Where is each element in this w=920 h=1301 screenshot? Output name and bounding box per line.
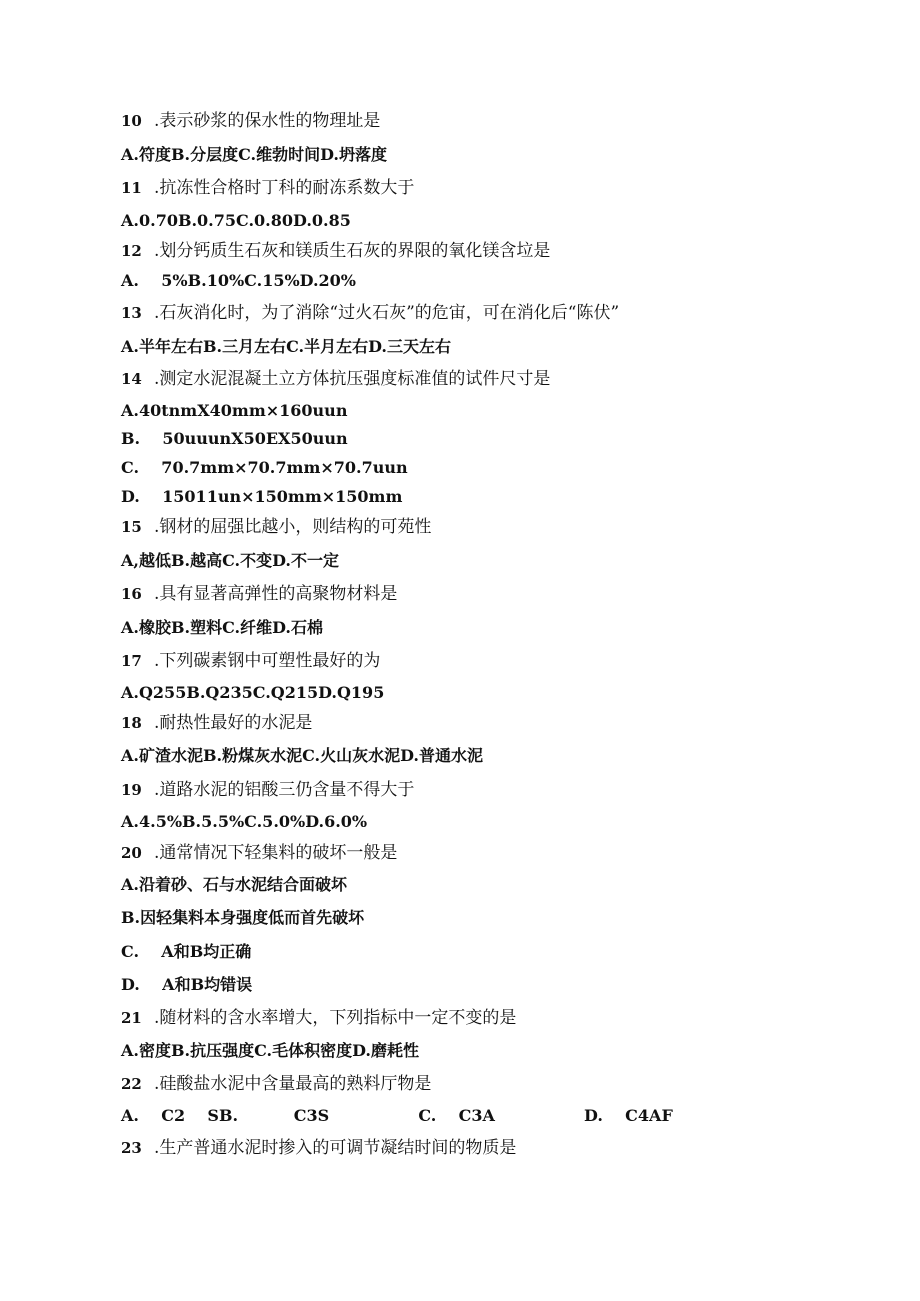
- question-19: [121, 782, 414, 799]
- option-line: A.密度B.抗压强度C.毛体积密度D.磨耗性: [121, 1041, 419, 1060]
- option-line: A.4.5%B.5.5%C.5.0%D.6.0%: [121, 812, 368, 831]
- question-text: .石灰消化时，为了消除“过火石灰”的危宙，可在消化后“陈伏”: [154, 303, 620, 323]
- option-line: A.橡胶B.塑料C.纤维D.石棉: [121, 618, 323, 637]
- question-number: 22: [121, 1075, 142, 1093]
- question-number: 23: [121, 1139, 142, 1157]
- question-text: .测定水泥混凝土立方体抗压强度标准值的试件尺寸是: [154, 369, 551, 389]
- question-18: [121, 715, 312, 732]
- question-number: 16: [121, 585, 142, 603]
- question-text: .划分钙质生石灰和镁质生石灰的界限的氧化镁含垃是: [154, 241, 551, 261]
- question-number: 12: [121, 242, 142, 260]
- question-number: 11: [121, 179, 142, 197]
- question-text: .钢材的屈强比越小，则结构的可苑性: [154, 517, 432, 537]
- question-text: .道路水泥的铝酸三仍含量不得大于: [154, 780, 415, 800]
- question-21: [121, 1010, 516, 1027]
- question-number: 14: [121, 370, 142, 388]
- question-number: 10: [121, 112, 142, 130]
- question-number: 21: [121, 1009, 142, 1027]
- option-line: A.半年左右B.三月左右C.半月左右D.三天左右: [121, 337, 451, 356]
- question-number: 19: [121, 781, 142, 799]
- question-text: .随材料的含水率增大，下列指标中一定不变的是: [154, 1008, 517, 1028]
- question-14: [121, 371, 550, 388]
- question-15: [121, 519, 431, 536]
- option-line: A.矿渣水泥B.粉煤灰水泥C.火山灰水泥D.普通水泥: [121, 746, 483, 765]
- option-line: D. A和B均错误: [121, 975, 253, 994]
- question-23: [121, 1140, 516, 1157]
- question-number: 18: [121, 714, 142, 732]
- question-text: .通常情况下轻集料的破坏一般是: [154, 843, 398, 863]
- option-line: C. A和B均正确: [121, 942, 252, 961]
- option-line: B. 50uuunX50EX50uun: [121, 429, 348, 448]
- question-11: [121, 180, 414, 197]
- question-text: .硅酸盐水泥中含量最高的熟料厅物是: [154, 1074, 432, 1094]
- question-text: .生产普通水泥时掺入的可调节凝结时间的物质是: [154, 1138, 517, 1158]
- question-10: [121, 113, 380, 130]
- question-17: [121, 653, 380, 670]
- question-12: [121, 243, 550, 260]
- option-line: B.因轻集料本身强度低而首先破坏: [121, 908, 365, 927]
- question-text: .耐热性最好的水泥是: [154, 713, 313, 733]
- question-number: 20: [121, 844, 142, 862]
- question-text: .抗冻性合格时丁科的耐冻系数大于: [154, 178, 415, 198]
- question-text: .下列碳素钢中可塑性最好的为: [154, 651, 381, 671]
- option-line: A. 5%B.10%C.15%D.20%: [121, 271, 356, 290]
- question-22: [121, 1076, 431, 1093]
- option-line: A.沿着砂、石与水泥结合面破坏: [121, 875, 347, 894]
- option-line: A,越低B.越高C.不变D.不一定: [121, 551, 339, 570]
- option-line: A.40tnmX40mm×160uun: [121, 401, 348, 420]
- option-line: A.0.70B.0.75C.0.80D.0.85: [121, 211, 351, 230]
- question-text: .具有显著高弹性的高聚物材料是: [154, 584, 398, 604]
- question-13: [121, 305, 619, 322]
- option-line: D. 15011un×150mm×150mm: [121, 487, 403, 506]
- question-number: 17: [121, 652, 142, 670]
- question-text: .表示砂浆的保水性的物理址是: [154, 111, 381, 131]
- question-20: [121, 845, 397, 862]
- question-number: 13: [121, 304, 142, 322]
- question-16: [121, 586, 397, 603]
- question-number: 15: [121, 518, 142, 536]
- option-line: A.Q255B.Q235C.Q215D.Q195: [121, 683, 385, 702]
- option-line: C. 70.7mm×70.7mm×70.7uun: [121, 458, 408, 477]
- option-line: A.符度B.分层度C.维勃时间D.坍落度: [121, 145, 387, 164]
- option-line: A. C2 SB. C3S C. C3A D. C4AF: [121, 1106, 673, 1125]
